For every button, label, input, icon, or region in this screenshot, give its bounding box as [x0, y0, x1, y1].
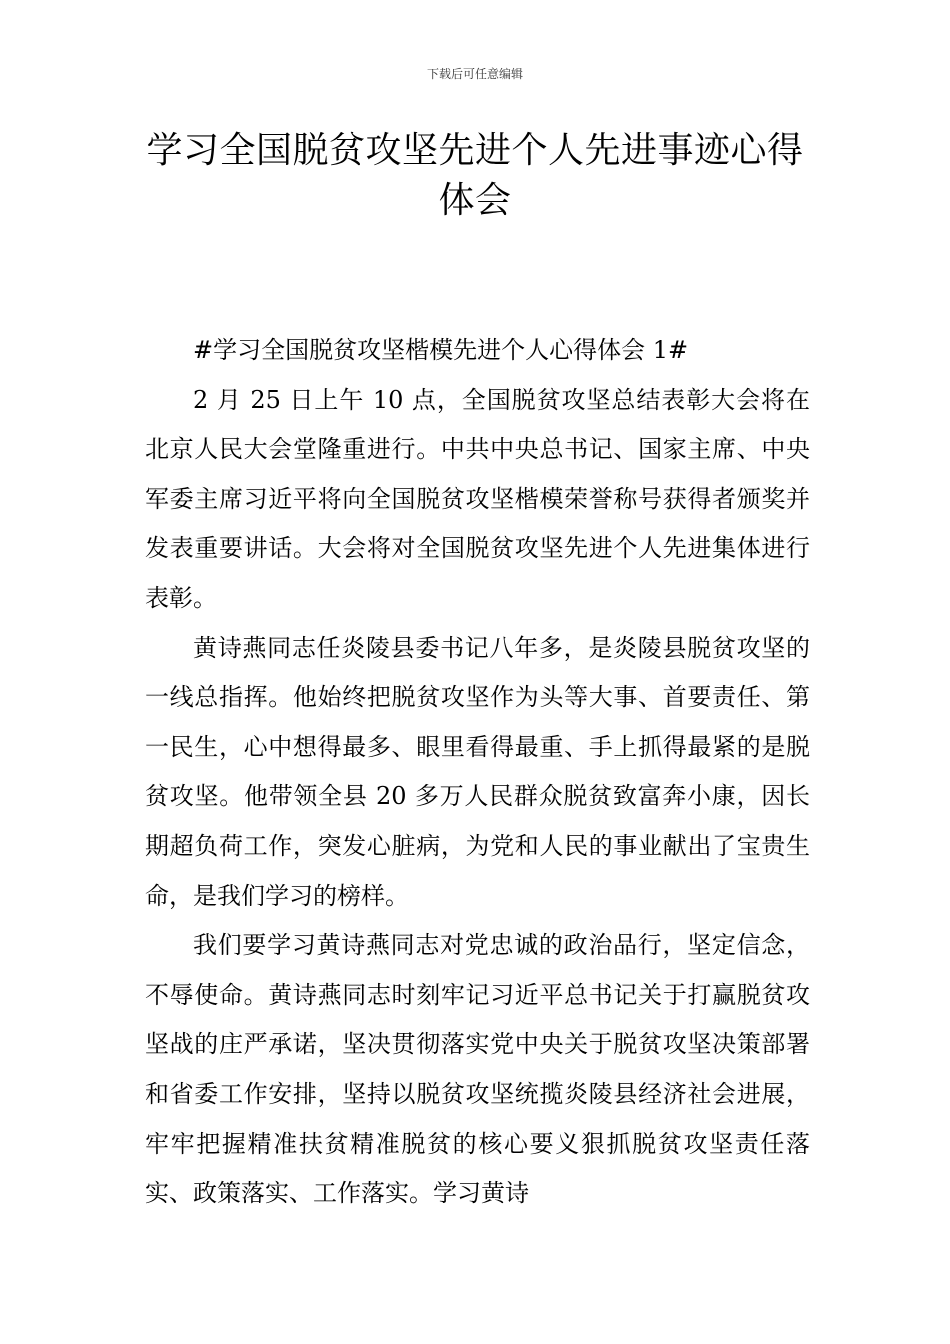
paragraph: 2 月 25 日上午 10 点，全国脱贫攻坚总结表彰大会将在北京人民大会堂隆重进行。中共中央总书记、国家主席、中央军委主席习近平将向全国脱贫攻坚楷模荣誉称号获得者颁奖并发表重要讲话。大会将对全国脱贫攻坚先进个人先进集体进行表彰。 — [145, 385, 810, 612]
section-heading: #学习全国脱贫攻坚楷模先进个人心得体会 1# — [193, 336, 689, 364]
document-body — [145, 326, 810, 1219]
paragraph: 我们要学习黄诗燕同志对党忠诚的政治品行，坚定信念，不辱使命。黄诗燕同志时刻牢记习近平总书记关于打赢脱贫攻坚战的庄严承诺，坚决贯彻落实党中央关于脱贫攻坚决策部署和省委工作安排，坚持以脱贫攻坚统揽炎陵县经济社会进展，牢牢把握精准扶贫精准脱贫的核心要义狠抓脱贫攻坚责任落实、政策落实、工作落实。学习黄诗 — [145, 931, 810, 1208]
title-line-2: 体会 — [438, 180, 512, 221]
header-note: 下载后可任意编辑 — [426, 67, 523, 81]
title-line-1: 学习全国脱贫攻坚先进个人先进事迹心得 — [146, 130, 804, 171]
document-title — [140, 126, 810, 226]
paragraph: 黄诗燕同志任炎陵县委书记八年多，是炎陵县脱贫攻坚的一线总指挥。他始终把脱贫攻坚作为头等大事、首要责任、第一民生，心中想得最多、眼里看得最重、手上抓得最紧的是脱贫攻坚。他带领全县 20 多万人民群众脱贫致富奔小康，因长期超负荷工作，突发心脏病，为党和人民的事业献出了宝贵生命，是我们学习的榜样。 — [145, 633, 810, 910]
